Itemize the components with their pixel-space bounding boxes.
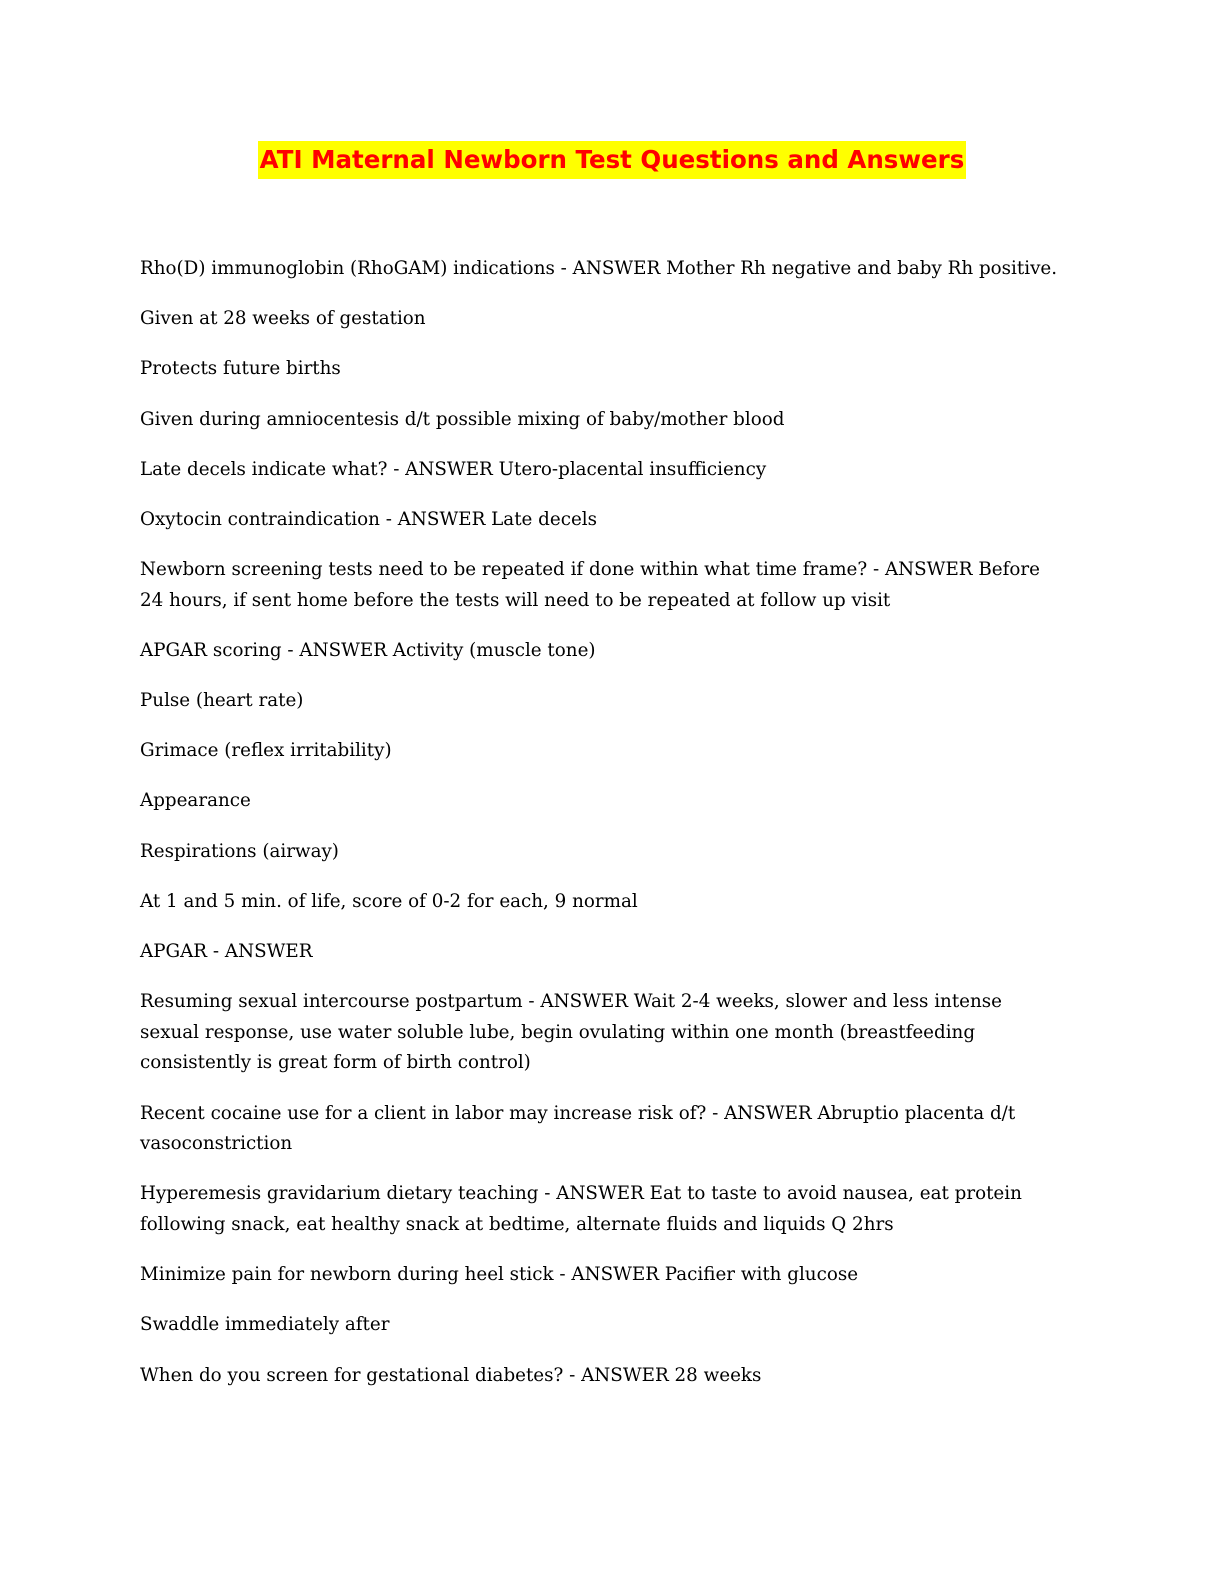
paragraph-oxytocin-contraindication: Oxytocin contraindication - ANSWER Late decels <box>140 508 597 530</box>
paragraph-protects-future-births: Protects future births <box>140 358 341 380</box>
paragraph-pulse: Pulse (heart rate) <box>140 690 304 712</box>
paragraph-heel-stick: Minimize pain for newborn during heel stick - ANSWER Pacifier with glucose <box>140 1264 859 1286</box>
paragraph-newborn-screening: Newborn screening tests need to be repeated if done within what time frame? - ANSWER Before 24 hours, if sent home before the tests will need to be repeated at follow up visit <box>140 559 1040 611</box>
paragraph-hyperemesis: Hyperemesis gravidarium dietary teaching - ANSWER Eat to taste to avoid nausea, eat protein following snack, eat healthy snack at bedtime, alternate fluids and liquids Q 2hrs <box>140 1183 1022 1235</box>
paragraph-respirations: Respirations (airway) <box>140 840 339 862</box>
paragraph-apgar-timing: At 1 and 5 min. of life, score of 0-2 for each, 9 normal <box>140 890 638 912</box>
title-container <box>0 141 1224 179</box>
paragraph-grimace: Grimace (reflex irritability) <box>140 740 392 762</box>
paragraph-apgar-scoring: APGAR scoring - ANSWER Activity (muscle tone) <box>140 639 596 661</box>
paragraph-appearance: Appearance <box>140 790 251 812</box>
paragraph-swaddle: Swaddle immediately after <box>140 1314 390 1336</box>
document-title: ATI Maternal Newborn Test Questions and Answers <box>258 141 967 179</box>
paragraph-late-decels: Late decels indicate what? - ANSWER Utero-placental insufficiency <box>140 458 767 480</box>
paragraph-gestational-diabetes: When do you screen for gestational diabetes? - ANSWER 28 weeks <box>140 1364 762 1386</box>
paragraph-rhogam-indications: Rho(D) immunoglobin (RhoGAM) indications - ANSWER Mother Rh negative and baby Rh positive. <box>140 258 1058 279</box>
paragraph-apgar-answer: APGAR - ANSWER <box>140 941 313 963</box>
paragraph-given-28-weeks: Given at 28 weeks of gestation <box>140 308 426 330</box>
paragraph-resuming-intercourse: Resuming sexual intercourse postpartum - ANSWER Wait 2-4 weeks, slower and less intense sexual response, use water soluble lube, begin ovulating within one month (breastfeeding consistently is great form of birth control) <box>140 991 1002 1074</box>
document-body <box>140 254 1065 1411</box>
paragraph-given-during-amniocentesis: Given during amniocentesis d/t possible mixing of baby/mother blood <box>140 408 785 430</box>
paragraph-cocaine-use: Recent cocaine use for a client in labor may increase risk of? - ANSWER Abruptio placenta d/t vasoconstriction <box>140 1102 1016 1155</box>
